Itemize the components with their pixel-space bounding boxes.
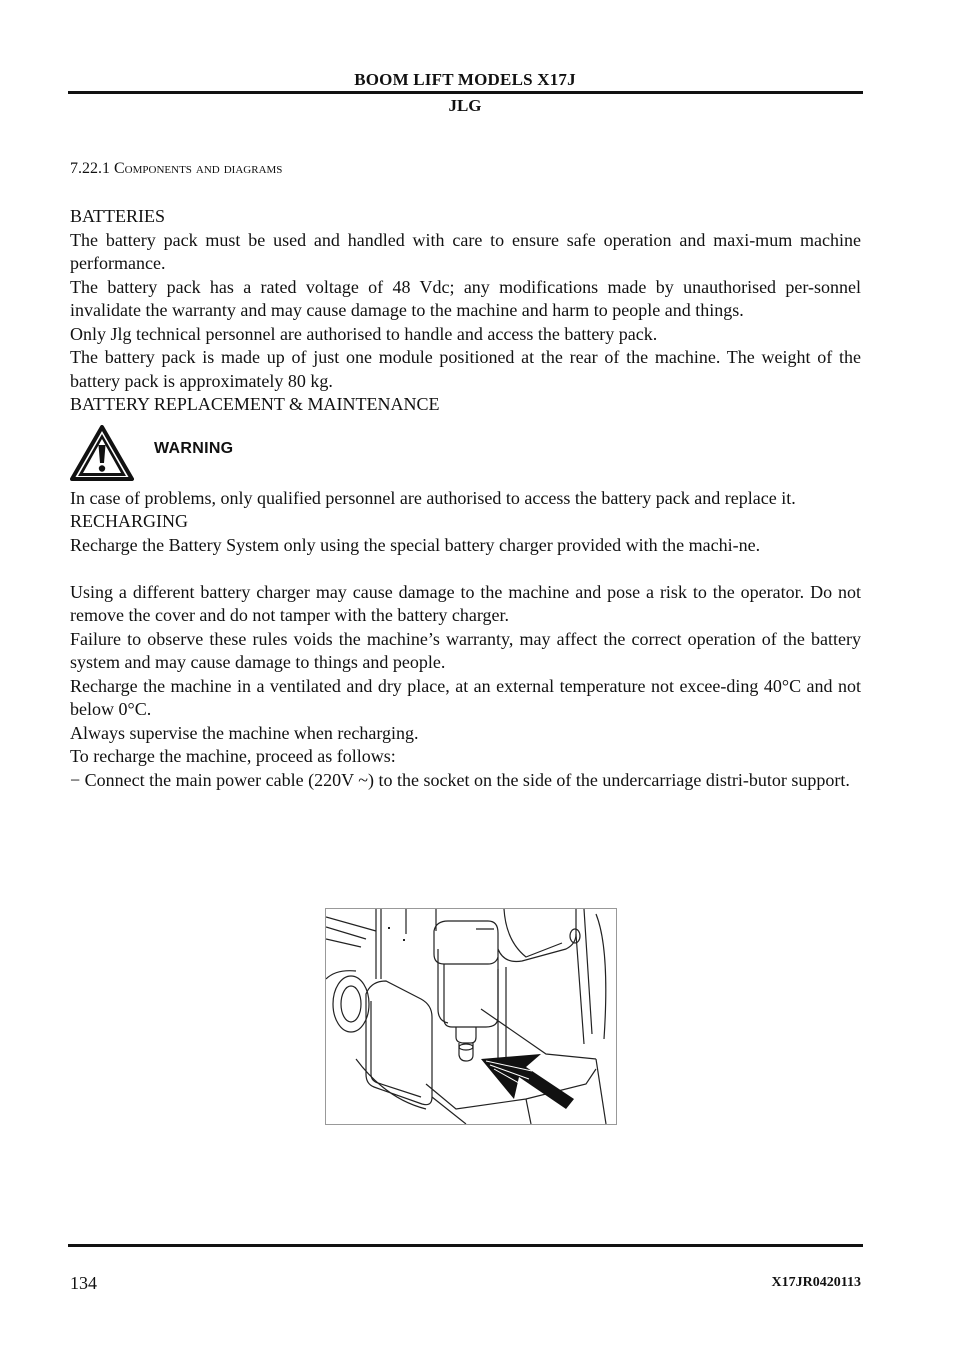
header-subtitle: JLG — [448, 96, 482, 115]
paragraph: To recharge the machine, proceed as follows: — [70, 746, 396, 766]
machine-line-drawing — [326, 909, 616, 1124]
page-number: 134 — [70, 1273, 97, 1293]
paragraph: In case of problems, only qualified personnel are authorised to access the battery pack and replace it. — [70, 487, 796, 508]
paragraph: BATTERIES — [70, 206, 166, 226]
paragraph: − Connect the main power cable (220V ~) to the socket on the side of the undercarriage distri-butor support. — [70, 769, 850, 790]
paragraph: Always supervise the machine when recharging. — [70, 722, 419, 743]
header-rule — [68, 91, 863, 94]
paragraph: Failure to observe these rules voids the machine’s warranty, may affect the correct operation of the battery system and may cause damage to things and people. — [70, 628, 861, 672]
paragraph: The battery pack has a rated voltage of 48 Vdc; any modifications made by unauthorised per-sonnel invalidate the warranty and may cause damage to the machine and harm to people and things. — [70, 276, 861, 320]
paragraph: BATTERY REPLACEMENT & MAINTENANCE — [70, 394, 440, 414]
paragraph: RECHARGING — [70, 511, 189, 531]
warning-block — [70, 417, 861, 487]
pointer-arrow-icon — [481, 1054, 574, 1109]
paragraph: Recharge the machine in a ventilated and dry place, at an external temperature not excee-ding 40°C and not below 0°C. — [70, 675, 861, 719]
paragraph: The battery pack is made up of just one module positioned at the rear of the machine. The weight of the battery pack is approximately 80 kg. — [70, 347, 861, 391]
paragraph: Using a different battery charger may cause damage to the machine and pose a risk to the operator. Do not remove the cover and do not tamper with the battery charger. — [70, 581, 861, 625]
paragraph: The battery pack must be used and handled with care to ensure safe operation and maxi-mum machine performance. — [70, 229, 861, 273]
paragraph: Recharge the Battery System only using the special battery charger provided with the machi-ne. — [70, 534, 761, 555]
paragraph: Only Jlg technical personnel are authorised to handle and access the battery pack. — [70, 323, 658, 344]
body-text — [70, 205, 861, 792]
warning-label: WARNING — [154, 439, 234, 457]
warning-triangle-icon — [70, 425, 134, 481]
section-title: 7.22.1 Components and diagrams — [70, 160, 283, 177]
footer-rule — [68, 1244, 863, 1247]
charging-socket-illustration — [325, 908, 617, 1125]
paragraph-gap — [70, 557, 861, 581]
header-title: BOOM LIFT MODELS X17J — [354, 70, 576, 89]
document-code: X17JR0420113 — [771, 1275, 861, 1290]
